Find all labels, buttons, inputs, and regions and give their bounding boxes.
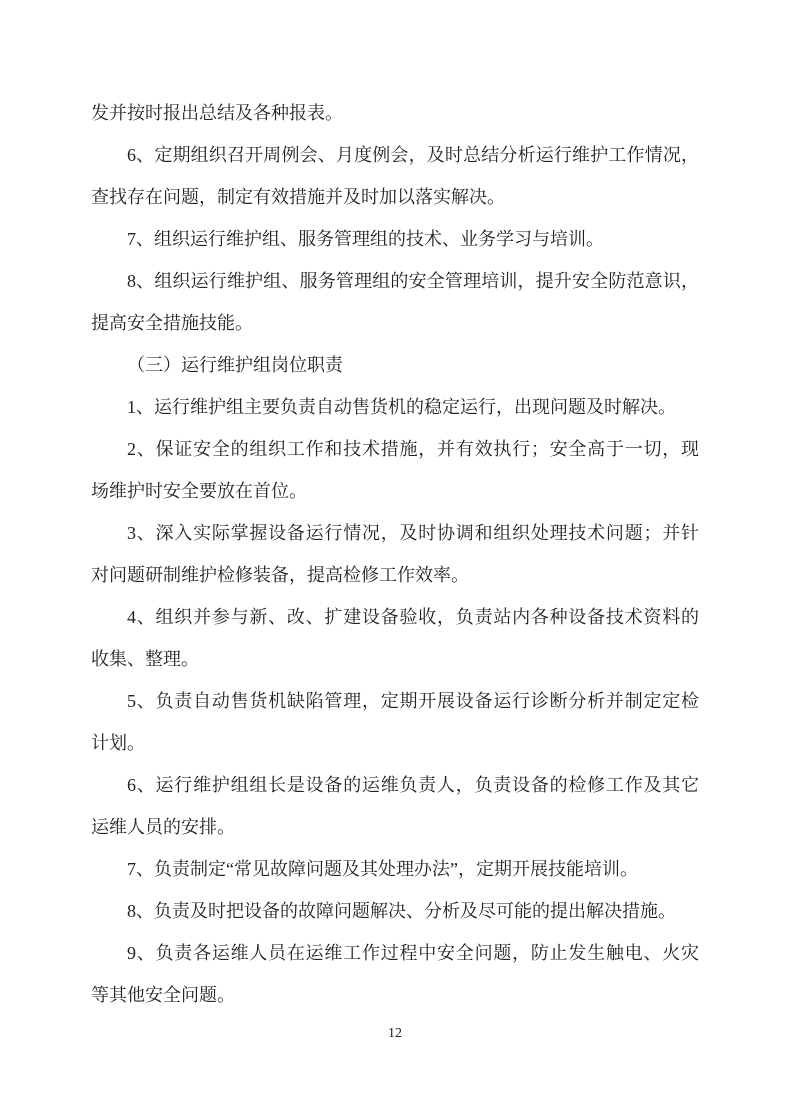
text-line: 等其他安全问题。: [91, 985, 235, 1005]
text-line: 8、负责及时把设备的故障问题解决、分析及尽可能的提出解决措施。: [127, 901, 676, 921]
text-line: 1、运行维护组主要负责自动售货机的稳定运行，出现问题及时解决。: [127, 397, 676, 417]
document-body: [91, 92, 699, 1016]
text-line: 4、组织并参与新、改、扩建设备验收，负责站内各种设备技术资料的: [127, 607, 699, 627]
text-line: 对问题研制维护检修装备，提高检修工作效率。: [91, 565, 469, 585]
text-line: 运维人员的安排。: [91, 817, 235, 837]
text-line: （三）运行维护组岗位职责: [127, 355, 343, 375]
page-footer: [0, 1024, 790, 1044]
text-line: 查找存在问题，制定有效措施并及时加以落实解决。: [91, 187, 505, 207]
text-line: 6、定期组织召开周例会、月度例会，及时总结分析运行维护工作情况，: [127, 145, 699, 165]
text-line: 提高安全措施技能。: [91, 313, 253, 333]
text-line: 7、组织运行维护组、服务管理组的技术、业务学习与培训。: [127, 229, 604, 249]
text-line: 发并按时报出总结及各种报表。: [91, 103, 343, 123]
text-line: 9、负责各运维人员在运维工作过程中安全问题，防止发生触电、火灾: [127, 943, 699, 963]
text-line: 6、运行维护组组长是设备的运维负责人，负责设备的检修工作及其它: [127, 775, 699, 795]
text-line: 计划。: [91, 733, 145, 753]
text-line: 收集、整理。: [91, 649, 199, 669]
text-line: 3、深入实际掌握设备运行情况，及时协调和组织处理技术问题；并针: [127, 523, 699, 543]
text-line: 8、组织运行维护组、服务管理组的安全管理培训，提升安全防范意识，: [127, 271, 699, 291]
text-line: 场维护时安全要放在首位。: [91, 481, 307, 501]
text-line: 2、保证安全的组织工作和技术措施，并有效执行；安全高于一切，现: [127, 439, 699, 459]
text-line: 7、负责制定“常见故障问题及其处理办法”，定期开展技能培训。: [127, 859, 638, 879]
page-number: 12: [388, 1026, 402, 1041]
text-line: 5、负责自动售货机缺陷管理，定期开展设备运行诊断分析并制定定检: [127, 691, 699, 711]
